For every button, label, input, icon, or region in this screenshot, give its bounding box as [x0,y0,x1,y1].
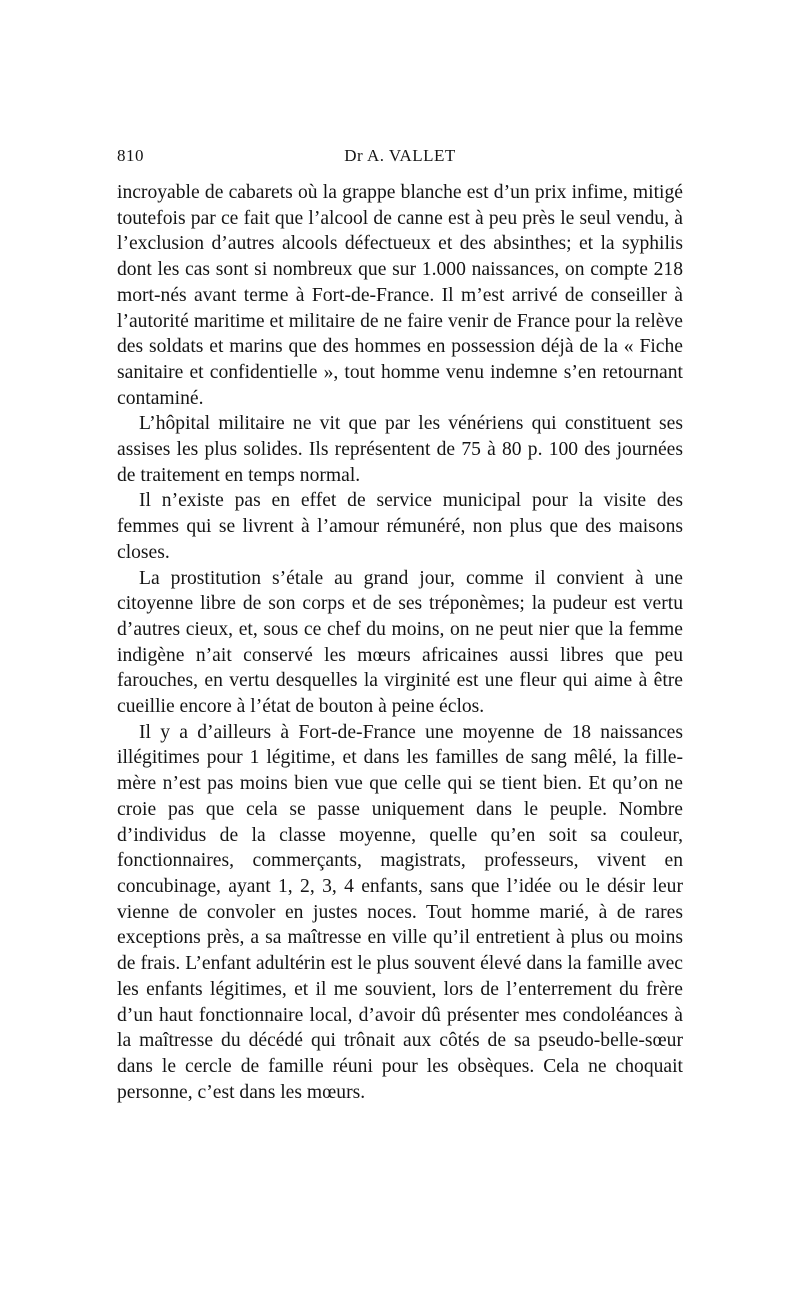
page-number: 810 [117,146,144,165]
paragraph-prostitution: La prostitution s’étale au grand jour, comme il convient à une citoyenne libre de son corps et de ses tréponèmes; la pudeur est vertu d’autres cieux, et, sous ce chef du moins, on ne peut nier que la femme indigène n’ait conservé les mœurs africaines aussi libres que peu farouches, en vertu desquelles la virginité est une fleur qui aime à être cueillie encore à l’état de bouton à peine éclos. [117,567,683,718]
paragraph-no-municipal-service: Il n’existe pas en effet de service municipal pour la visite des femmes qui se livrent à l’amour rémunéré, non plus que des maisons closes. [117,490,683,563]
running-head [117,146,683,170]
paragraph-military-hospital: L’hôpital militaire ne vit que par les vénériens qui constituent ses assises les plus solides. Ils représentent de 75 à 80 p. 100 des journées de traitement en temps normal. [117,413,683,486]
body-text [117,180,683,1105]
paragraph-continued: incroyable de cabarets où la grappe blanche est d’un prix infime, mitigé toutefois par ce fait que l’alcool de canne est à peu près le seul vendu, à l’exclusion d’autres alcools défectueux et des absinthes; et la syphilis dont les cas sont si nombreux que sur 1.000 naissances, on compte 218 mort-nés avant terme à Fort-de-France. Il m’est arrivé de conseiller à l’autorité maritime et militaire de ne faire venir de France pour la relève des soldats et marins que des hommes en possession déjà de la « Fiche sanitaire et confidentielle », tout homme venu indemne s’en retournant contaminé. [117,182,683,409]
header-title: Dr A. VALLET [344,146,456,165]
paragraph-illegitimate-births: Il y a d’ailleurs à Fort-de-France une moyenne de 18 naissances illégitimes pour 1 légitime, et dans les familles de sang mêlé, la fille-mère n’est pas moins bien vue que celle qui se tient bien. Et qu’on ne croie pas que cela se passe uniquement dans le peuple. Nombre d’individus de la classe moyenne, quelle qu’en soit sa couleur, fonctionnaires, commerçants, magistrats, professeurs, vivent en concubinage, ayant 1, 2, 3, 4 enfants, sans que l’idée ou le désir leur vienne de convoler en justes noces. Tout homme marié, à de rares exceptions près, a sa maîtresse en ville qu’il entretient à plus ou moins de frais. L’enfant adultérin est le plus souvent élevé dans la famille avec les enfants légitimes, et il me souvient, lors de l’enterrement du frère d’un haut fonctionnaire local, d’avoir dû présenter mes condoléances à la maîtresse du décédé qui trônait aux côtés de sa pseudo-belle-sœur dans le cercle de famille réuni pour les obsèques. Cela ne choquait personne, c’est dans les mœurs. [117,721,683,1103]
book-page [117,146,683,1105]
